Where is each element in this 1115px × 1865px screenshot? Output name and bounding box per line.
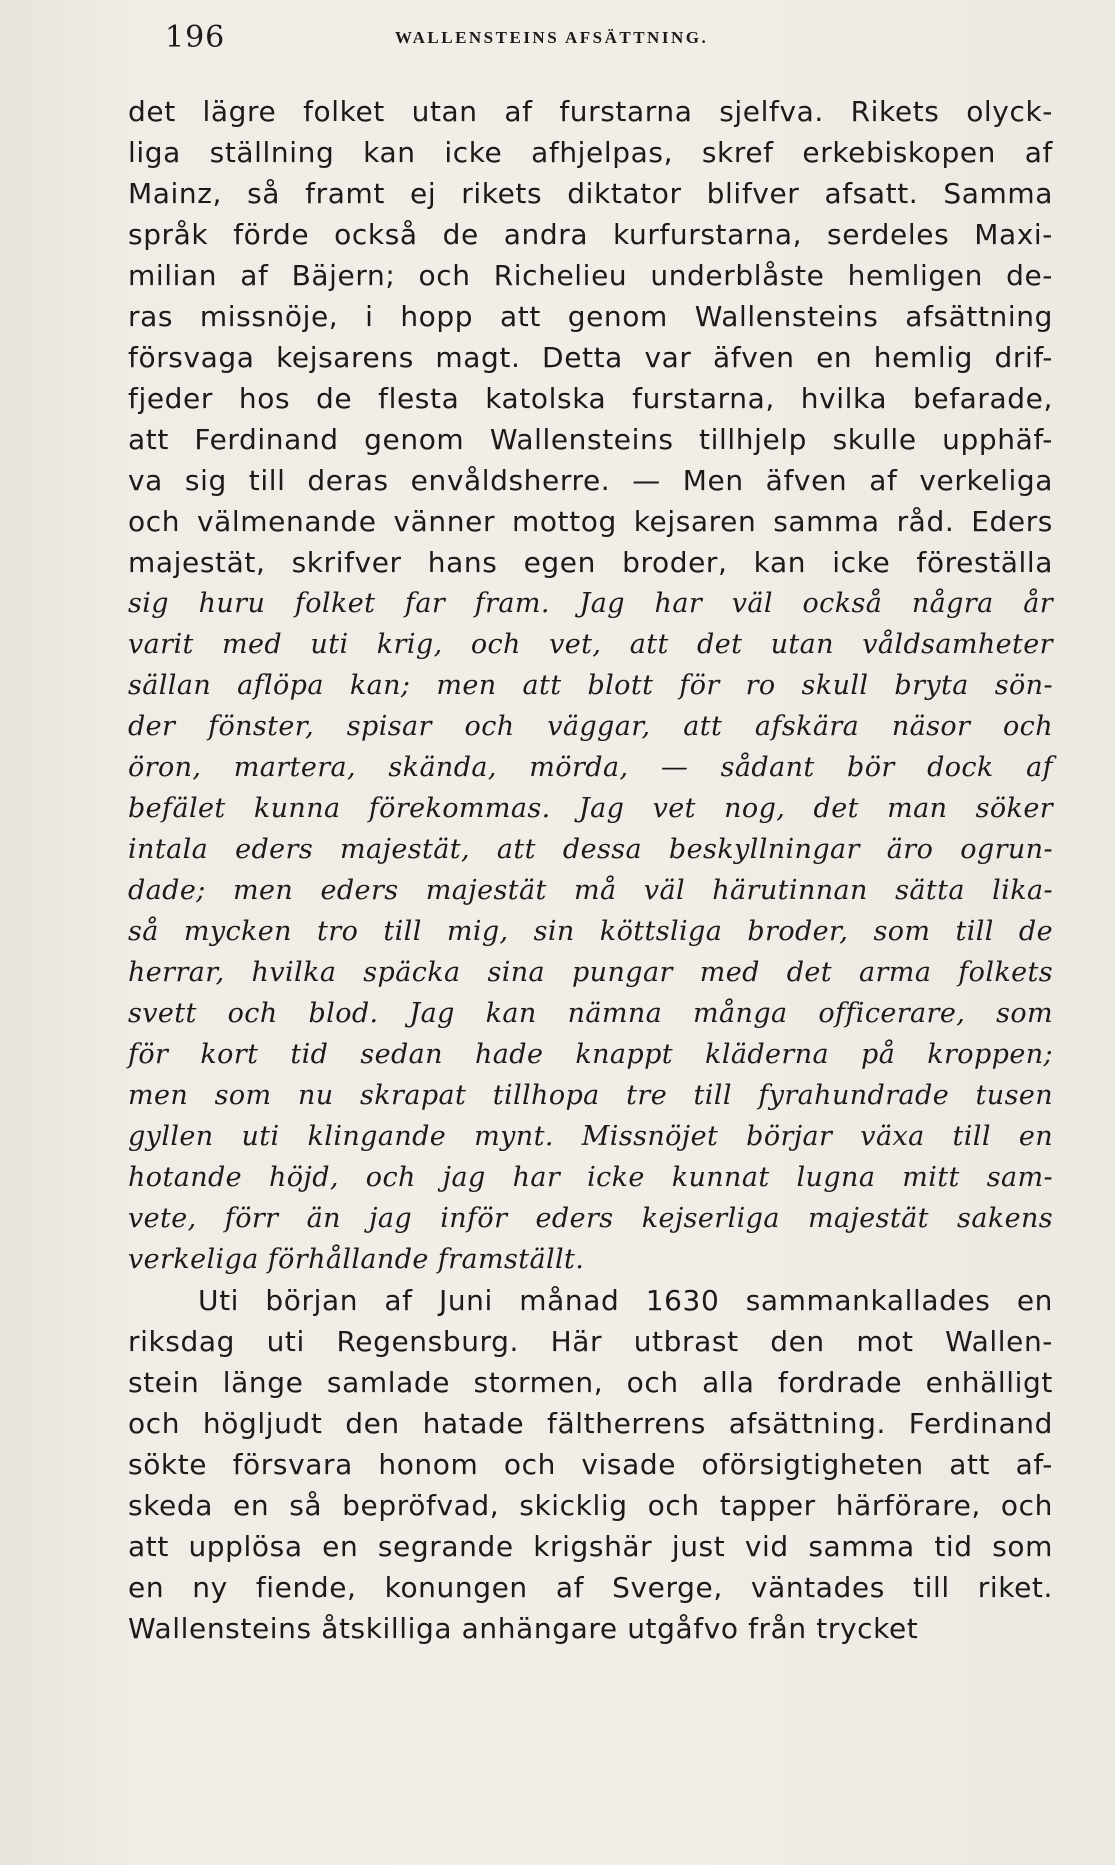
text-line: milian af Bäjern; och Richelieu underblåste hemligen de-	[128, 259, 1053, 292]
text-line: dade; men eders majestät må väl härutinnan sätta lika-	[128, 875, 1053, 906]
text-line: att upplösa en segrande krigshär just vid samma tid som	[128, 1530, 1053, 1563]
text-line: herrar, hvilka späcka sina pungar med det arma folkets	[128, 957, 1053, 988]
text-line: för kort tid sedan hade knappt kläderna på kroppen;	[128, 1039, 1053, 1070]
text-line: språk förde också de andra kurfurstarna, serdeles Maxi-	[128, 218, 1053, 251]
page-header	[165, 20, 1055, 72]
text-line: riksdag uti Regensburg. Här utbrast den mot Wallen-	[128, 1325, 1053, 1358]
text-line: svett och blod. Jag kan nämna många officerare, som	[128, 998, 1053, 1029]
body-text	[128, 91, 1053, 1649]
running-head: WALLENSTEINS AFSÄTTNING.	[395, 28, 709, 47]
text-line: stein länge samlade stormen, och alla fordrade enhälligt	[128, 1366, 1053, 1399]
text-line: vete, förr än jag inför eders kejserliga majestät sakens	[128, 1203, 1053, 1234]
text-line: sökte försvara honom och visade oförsigtigheten att af-	[128, 1448, 1053, 1481]
text-line: en ny fiende, konungen af Sverge, väntades till riket.	[128, 1571, 1053, 1604]
text-line: sällan aflöpa kan; men att blott för ro skull bryta sön-	[128, 670, 1053, 701]
text-line: intala eders majestät, att dessa beskyllningar äro ogrun-	[128, 834, 1053, 865]
text-line: att Ferdinand genom Wallensteins tillhjelp skulle upphäf-	[128, 423, 1053, 456]
text-line: gyllen uti klingande mynt. Missnöjet börjar växa till en	[128, 1121, 1053, 1152]
text-line: sig huru folket far fram. Jag har väl också några år	[128, 588, 1053, 619]
text-line: det lägre folket utan af furstarna sjelfva. Rikets olyck-	[128, 95, 1053, 128]
text-line: Wallensteins åtskilliga anhängare utgåfvo från trycket	[128, 1612, 919, 1645]
text-line: varit med uti krig, och vet, att det utan våldsamheter	[128, 629, 1053, 660]
text-line: ras missnöje, i hopp att genom Wallensteins afsättning	[128, 300, 1053, 333]
text-line: befälet kunna förekommas. Jag vet nog, det man söker	[128, 793, 1053, 824]
text-line: va sig till deras envåldsherre. — Men äfven af verkeliga	[128, 464, 1053, 497]
text-line: der fönster, spisar och väggar, att afskära näsor och	[128, 711, 1053, 742]
text-line: och välmenande vänner mottog kejsaren samma råd. Eders	[128, 505, 1053, 538]
text-line: skeda en så bepröfvad, skicklig och tapper härförare, och	[128, 1489, 1053, 1522]
text-line: Uti början af Juni månad 1630 sammankallades en	[198, 1284, 1053, 1317]
text-line: Mainz, så framt ej rikets diktator blifver afsatt. Samma	[128, 177, 1053, 210]
text-line: försvaga kejsarens magt. Detta var äfven en hemlig drif-	[128, 341, 1053, 374]
text-line: så mycken tro till mig, sin köttsliga broder, som till de	[128, 916, 1053, 947]
page-number: 196	[165, 20, 226, 55]
text-line: liga ställning kan icke afhjelpas, skref erkebiskopen af	[128, 136, 1053, 169]
text-line: öron, martera, skända, mörda, — sådant bör dock af	[128, 752, 1053, 783]
text-line: majestät, skrifver hans egen broder, kan icke föreställa	[128, 546, 1053, 579]
text-line: verkeliga förhållande framställt.	[128, 1244, 585, 1275]
text-line: hotande höjd, och jag har icke kunnat lugna mitt sam-	[128, 1162, 1053, 1193]
text-line: och högljudt den hatade fältherrens afsättning. Ferdinand	[128, 1407, 1053, 1440]
text-line: fjeder hos de flesta katolska furstarna, hvilka befarade,	[128, 382, 1053, 415]
text-line: men som nu skrapat tillhopa tre till fyrahundrade tusen	[128, 1080, 1053, 1111]
